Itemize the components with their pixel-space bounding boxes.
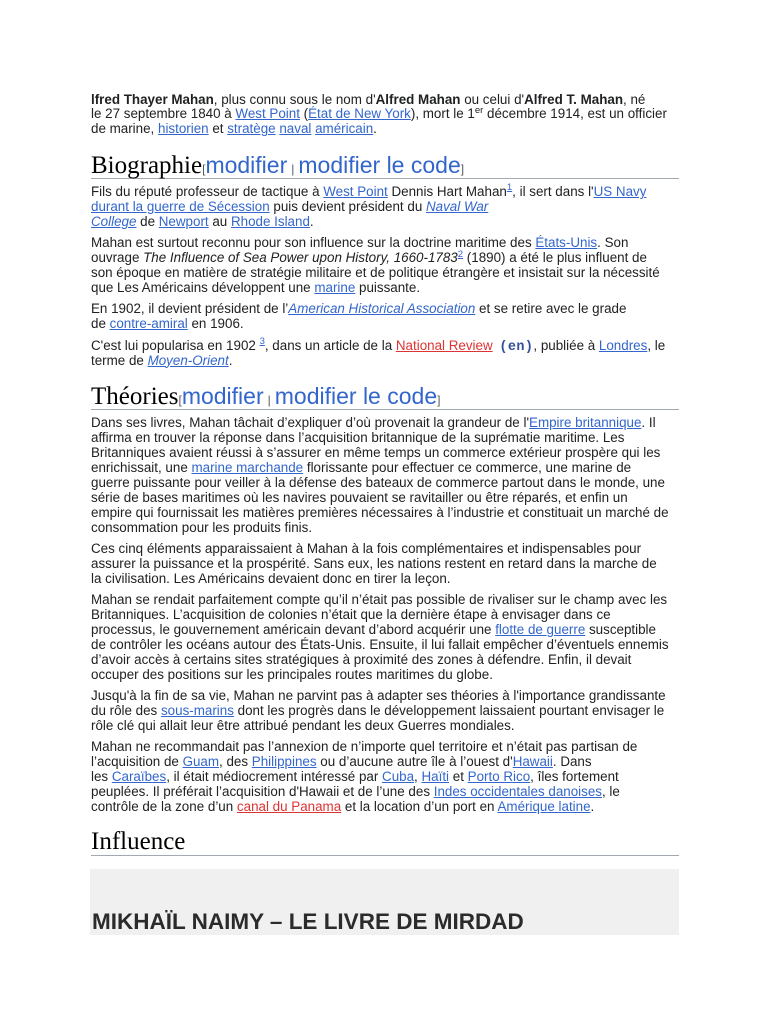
text-run: Mahan ne recommandait pas l’annexion de n’importe quel territoire et n’était pas partisan de	[91, 739, 638, 755]
link-sous-marins[interactable]: sous-marins	[160, 703, 234, 718]
text-run: et	[208, 121, 228, 137]
paragraph	[91, 416, 679, 535]
link-cuba[interactable]: Cuba	[382, 769, 415, 785]
link-guam[interactable]: Guam	[182, 754, 220, 770]
edit-separator: |	[291, 161, 295, 176]
text-run: empire qui fournissait les matières premières nécessaires à l’industrie et constituait un marché de	[91, 504, 669, 520]
text-line	[91, 557, 679, 572]
text-line	[91, 354, 679, 369]
link-caraibes[interactable]: Caraïbes	[111, 769, 167, 785]
article-content	[91, 93, 679, 863]
text-run: Ces cinq éléments apparaissaient à Mahan à la fois complémentaires et indispensables pour	[91, 541, 642, 557]
text-line	[91, 461, 679, 476]
link-haiti[interactable]: Haïti	[421, 769, 450, 785]
text-run: puissante.	[355, 280, 421, 296]
text-run: (1890) a été le plus influent de	[463, 250, 647, 266]
text-run: , publiée à	[533, 337, 599, 353]
text-line	[91, 800, 679, 815]
text-line	[91, 122, 679, 137]
document-banner	[90, 869, 679, 935]
link-newport[interactable]: Newport	[158, 213, 209, 229]
text-run: .	[373, 121, 377, 137]
section-body-biographie	[91, 182, 679, 368]
edit-bracket-open: [	[178, 392, 182, 407]
text-run: ou d’aucune autre île à l’ouest d'	[316, 754, 513, 770]
link-americain[interactable]: américain	[315, 121, 374, 137]
text-run: , des	[219, 754, 252, 770]
language-link[interactable]: (en)	[499, 339, 534, 355]
section-heading-influence	[91, 829, 679, 856]
text-line	[91, 476, 679, 491]
link-indes-occidentales-danoises[interactable]: Indes occidentales danoises	[433, 783, 602, 799]
text-run: .	[309, 213, 314, 229]
text-run: en 1906.	[187, 316, 244, 332]
reference-link-3[interactable]: 3	[259, 336, 265, 347]
text-line	[91, 281, 679, 296]
text-line	[91, 623, 679, 638]
text-run: , né	[623, 91, 646, 107]
text-run: guerre puissante pour veiller à la défense des bateaux de commerce partout dans le monde, une	[91, 475, 665, 491]
text-run: . Dans	[552, 754, 592, 770]
text-run: peuplées. Il préférait l’acquisition d'Hawaii et de l’une des	[91, 783, 434, 799]
text-line	[91, 638, 679, 653]
paragraph	[91, 336, 679, 369]
text-run: de marine,	[91, 121, 158, 137]
text-run: .	[228, 352, 233, 368]
text-run: de	[91, 316, 110, 332]
section-title: Théories	[91, 382, 179, 410]
text-run: , plus connu sous le nom d'	[213, 91, 376, 107]
text-run: , le	[647, 337, 666, 353]
link-amerique-latine[interactable]: Amérique latine	[497, 798, 591, 814]
text-run: Britanniques avaient réussi à s’assurer en même temps un commerce extérieur prospère qui les	[91, 445, 661, 461]
text-line	[91, 236, 679, 251]
text-line	[91, 104, 679, 122]
text-run: Dans ses livres, Mahan tâchait d’expliquer d’où provenait la grandeur de l'	[91, 415, 530, 431]
text-line	[91, 653, 679, 668]
text-run: de	[136, 213, 159, 229]
text-run: série de bases maritimes où les navires pouvaient se ravitailler ou être réparés, et enfin un	[91, 489, 628, 505]
text-run: , dans un article de la	[264, 337, 396, 353]
text-line	[91, 719, 679, 734]
text-run: processus, le gouvernement américain devant d’abord acquérir une	[91, 622, 496, 638]
link-american-historical-association[interactable]: American Historical Association	[288, 301, 476, 317]
paragraph	[91, 542, 679, 587]
link-college[interactable]: College	[91, 213, 137, 229]
section-title: Influence	[91, 828, 186, 856]
link-moyen-orient[interactable]: Moyen-Orient	[147, 352, 229, 368]
link-durant-la-guerre-de-secession[interactable]: durant la guerre de Sécession	[91, 199, 270, 215]
text-line	[91, 266, 679, 281]
text-line	[91, 416, 679, 431]
link-rhode-island[interactable]: Rhode Island	[230, 213, 310, 229]
text-run: terme de	[91, 352, 148, 368]
text-line	[91, 302, 679, 317]
link-etat-de-new-york[interactable]: État de New York	[308, 106, 411, 122]
text-run: au	[208, 213, 231, 229]
text-run: la civilisation. Les Américains devaient donc en tirer la leçon.	[91, 570, 451, 586]
text-run: consommation pour les produits finis.	[91, 519, 313, 535]
link-philippines[interactable]: Philippines	[251, 754, 317, 770]
link-naval-war[interactable]: Naval War	[425, 199, 489, 215]
link-naval[interactable]: naval	[279, 121, 312, 137]
link-hawaii[interactable]: Hawaii	[512, 754, 553, 770]
text-run: occuper des positions sur les principales routes maritimes du globe.	[91, 666, 493, 682]
link-flotte-de-guerre[interactable]: flotte de guerre	[495, 622, 586, 638]
link-porto-rico[interactable]: Porto Rico	[467, 769, 531, 785]
link-contre-amiral[interactable]: contre-amiral	[109, 316, 188, 332]
link-etats-unis[interactable]: États-Unis	[535, 235, 598, 251]
paragraph	[91, 182, 679, 230]
link-empire-britannique[interactable]: Empire britannique	[529, 415, 642, 431]
text-run: Britanniques. L’acquisition de colonies n’était que la dernière étape à envisager dans ce	[91, 607, 611, 623]
text-run: , il sert dans l'	[512, 184, 594, 200]
text-run: ou celui d'	[460, 91, 525, 107]
text-run: En 1902, il devient président de l’	[91, 301, 289, 317]
text-run: C'est lui popularisa en 1902	[91, 337, 260, 353]
text-line	[91, 572, 679, 587]
link-marine[interactable]: marine	[314, 280, 356, 296]
text-run: le 27 septembre 1840 à	[91, 106, 236, 122]
text-line	[91, 668, 679, 683]
edit-separator: |	[267, 392, 271, 407]
section-heading-biographie	[91, 152, 679, 179]
text-run: les	[91, 769, 112, 785]
text-line	[91, 506, 679, 521]
banner-title: MIKHAÏL NAIMY – LE LIVRE DE MIRDAD	[92, 909, 524, 934]
text-run: florissante pour effectuer ce commerce, une marine de	[303, 460, 632, 476]
text-line	[91, 215, 679, 230]
text-run: ouvrage	[91, 250, 144, 266]
edit-bracket-open: [	[202, 161, 206, 176]
text-run: .	[590, 798, 595, 814]
text-line	[91, 336, 679, 355]
text-line	[91, 542, 679, 557]
link-us-navy[interactable]: US Navy	[593, 184, 647, 200]
text-run: dont les progrès dans le développement laissaient pourtant envisager le	[233, 703, 665, 718]
link-marine-marchande[interactable]: marine marchande	[191, 460, 304, 476]
text-line	[91, 446, 679, 461]
link-londres[interactable]: Londres	[598, 337, 648, 353]
text-run: Dennis Hart Mahan	[387, 184, 507, 200]
redlink-canal-du-panama[interactable]: canal du Panama	[236, 798, 342, 814]
text-run: (	[299, 106, 309, 122]
paragraph	[91, 740, 679, 814]
text-run: l’acquisition de	[91, 754, 183, 770]
text-run: que Les Américains développent une	[91, 280, 315, 296]
text-run: . Son	[597, 235, 629, 251]
link-historien[interactable]: historien	[158, 121, 209, 137]
text-line	[91, 200, 679, 215]
link-stratege[interactable]: stratège	[227, 121, 276, 137]
edit-bracket-close: ]	[437, 392, 441, 407]
text-run: susceptible	[585, 622, 656, 638]
text-run: rôle clé qui allait leur être attribué pendant les deux Guerres mondiales.	[91, 717, 515, 733]
intro-paragraph	[91, 93, 679, 138]
text-run: enrichissait, une	[91, 460, 192, 476]
text-run: . Il	[641, 415, 656, 431]
paragraph	[91, 236, 679, 296]
text-run: du rôle des	[91, 703, 161, 718]
text-run: puis devient président du	[269, 199, 426, 215]
bold-text: Alfred Mahan	[375, 91, 461, 107]
text-run	[493, 338, 497, 353]
text-run: ,	[414, 769, 422, 785]
text-run: décembre 1914, est un officier	[483, 106, 667, 122]
text-line	[91, 248, 679, 266]
text-run: , il était médiocrement intéressé par	[166, 769, 383, 785]
link-west-point[interactable]: West Point	[323, 184, 388, 200]
superscript-text: er	[474, 104, 484, 116]
text-run: ), mort le 1	[410, 106, 475, 122]
edit-source-link[interactable]: modifier le code	[298, 151, 461, 178]
text-run: , îles fortement	[530, 769, 619, 785]
text-run: et se retire avec le grade	[475, 301, 627, 317]
text-run: de contrôler les océans autour des États-Unis. Ensuite, il lui fallait empêcher d’éventuels ennemis	[91, 636, 669, 652]
text-run: , le	[601, 783, 620, 799]
text-line	[91, 770, 679, 785]
edit-source-link[interactable]: modifier le code	[274, 382, 438, 409]
paragraph	[91, 593, 679, 682]
text-line	[91, 689, 679, 704]
text-run: et la location d’un port en	[341, 798, 498, 814]
text-run: Fils du réputé professeur de tactique à	[91, 184, 324, 200]
reference-link-1[interactable]: 1	[506, 182, 513, 194]
section-heading-theories	[91, 383, 679, 410]
text-line	[91, 740, 679, 755]
paragraph	[91, 302, 679, 332]
edit-section-link[interactable]: modifier	[181, 382, 264, 409]
text-line	[91, 593, 679, 608]
text-line	[91, 431, 679, 446]
section-theories	[91, 383, 679, 815]
redlink-national-review[interactable]: National Review	[395, 337, 493, 353]
text-line	[91, 491, 679, 506]
bold-text: lfred Thayer Mahan	[91, 91, 214, 107]
edit-bracket-close: ]	[460, 161, 465, 176]
reference-link-2[interactable]: 2	[457, 248, 464, 260]
section-body-theories	[91, 416, 679, 814]
text-line	[91, 704, 679, 719]
text-line	[91, 608, 679, 623]
text-line	[91, 93, 679, 108]
text-run: d’avoir accès à certains sites stratégiques à proximité des zones à défendre. Enfin, il devait	[91, 651, 632, 667]
text-line	[91, 755, 679, 770]
text-line	[91, 317, 679, 332]
text-run: Mahan se rendait parfaitement compte qu’il n’était pas possible de rivaliser sur le champ avec les	[91, 592, 668, 608]
text-run: Mahan est surtout reconnu pour son influence sur la doctrine maritime des	[91, 235, 536, 251]
section-title: Biographie	[91, 151, 203, 179]
paragraph	[91, 689, 679, 734]
italic-text: The Influence of Sea Power upon History, 1660-1783	[143, 250, 458, 266]
text-run: son époque en matière de stratégie militaire et de politique étrangère et insistait sur la nécessité	[91, 265, 660, 281]
edit-section-link[interactable]: modifier	[205, 151, 288, 178]
section-biographie	[91, 152, 679, 369]
text-line	[91, 785, 679, 800]
text-line	[91, 521, 679, 536]
text-run: affirma en trouver la réponse dans l’acquisition britannique de la suprématie maritime. Les	[91, 430, 625, 446]
text-run: et	[449, 769, 468, 785]
section-influence	[91, 829, 679, 856]
text-run: assurer la puissance et la prospérité. Sans eux, les nations restent en retard dans la marche de	[91, 555, 657, 571]
bold-text: Alfred T. Mahan	[524, 91, 624, 107]
text-run: contrôle de la zone d’un	[91, 798, 237, 814]
link-west-point[interactable]: West Point	[235, 106, 300, 122]
text-line	[91, 182, 679, 200]
text-run: Jusqu'à la fin de sa vie, Mahan ne parvint pas à adapter ses théories à l'importance grandissante	[91, 688, 666, 704]
